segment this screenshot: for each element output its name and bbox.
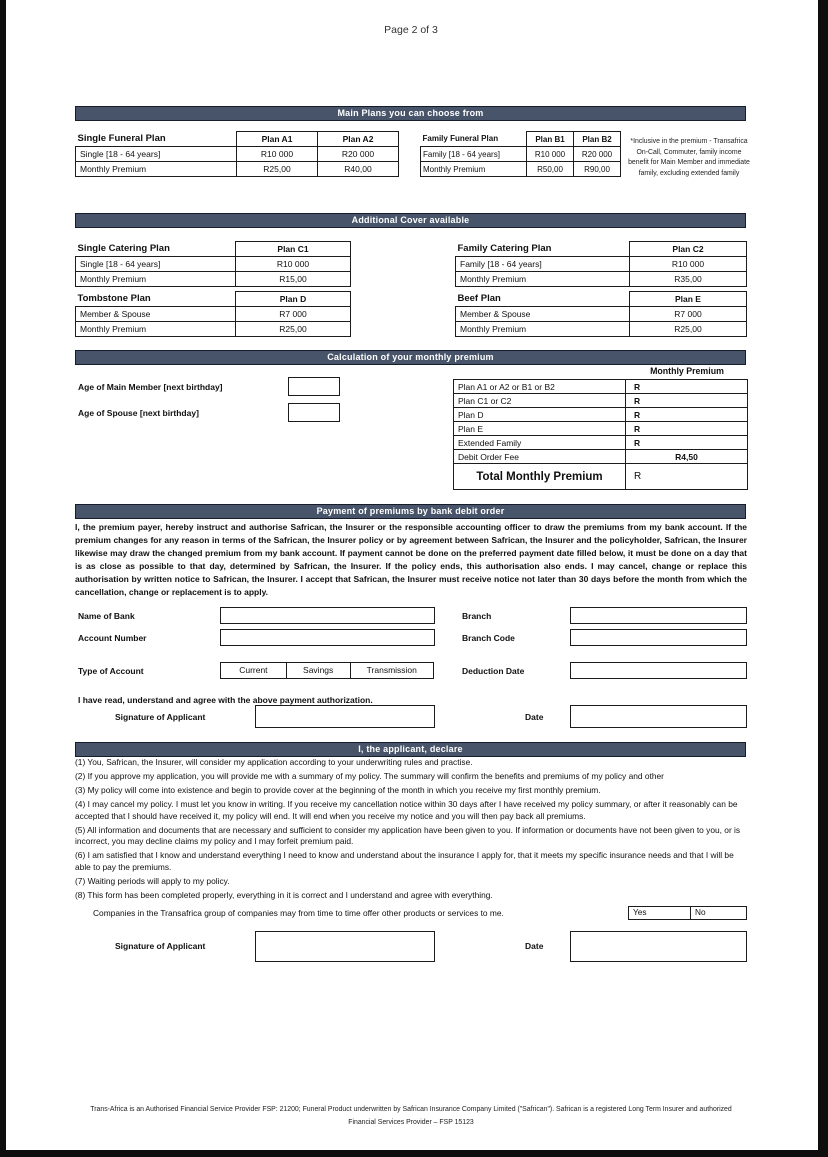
cover-amount: R10 000: [630, 257, 747, 272]
row-label: Monthly Premium: [76, 162, 237, 177]
declaration-item: (3) My policy will come into existence and begin to provide cover at the beginning of the month in which you receive my first monthly premium.: [75, 785, 601, 795]
companies-offer-line: Companies in the Transafrica group of companies may from time to time offer other products or services to me.: [93, 908, 504, 918]
declaration-date-label: Date: [525, 941, 544, 951]
section-header-additional-cover: [75, 213, 746, 228]
payment-date-input[interactable]: [570, 705, 747, 728]
calc-row-value[interactable]: R: [626, 394, 748, 408]
age-spouse-input[interactable]: [288, 403, 340, 422]
section-header-payment: [75, 504, 746, 519]
payment-signature-label: Signature of Applicant: [115, 712, 206, 722]
footer-line-2: Financial Services Provider – FSP 15123: [348, 1119, 474, 1126]
calc-row-label: Debit Order Fee: [454, 450, 626, 464]
page-number: Page 2 of 3: [384, 24, 438, 36]
age-main-member-label: Age of Main Member [next birthday]: [78, 382, 223, 392]
table-title: Tombstone Plan: [77, 293, 151, 305]
row-label: Single [18 - 64 years]: [76, 257, 236, 272]
column-header: Plan C1: [236, 242, 351, 257]
debit-order-authorization-text: I, the premium payer, hereby instruct and authorise Safrican, the Insurer or the responsible accounting officer to draw the premiums from my bank account. If the premium changes for any reason in terms of the Safrican, the Insurer policy or by agreement between Safrican, the Insurer and the policyholder, Safrican, the Insurer likewise may draw the changed premium from my bank account. If payment cannot be done on the preferred payment date filled below, it must be done on a day that is as close as possible to that day, determined by Safrican, the Insurer. If the policy ends, this authorisation also ends. I may cancel, change or replace this authorisation by written notice to Safrican, the Insurer. I accept that Safrican, the Insurer must receive notice not later than 30 days before the month from which the cancellation, change or replacement is to apply.: [75, 522, 747, 597]
branch-code-input[interactable]: [570, 629, 747, 646]
row-label: Member & Spouse: [456, 307, 630, 322]
row-label: Monthly Premium: [76, 272, 236, 287]
deduction-date-label: Deduction Date: [462, 666, 525, 676]
table-title: Family Funeral Plan: [422, 134, 499, 144]
account-type-selector: [220, 662, 434, 679]
branch-label: Branch: [462, 611, 492, 621]
calc-row-value[interactable]: R: [626, 380, 748, 394]
offers-no-option[interactable]: No: [695, 907, 706, 917]
calc-row-label: Plan A1 or A2 or B1 or B2: [454, 380, 626, 394]
column-header: Plan A1: [237, 132, 318, 147]
table-title: Beef Plan: [457, 293, 501, 305]
row-label: Family [18 - 64 years]: [421, 147, 527, 162]
declaration-item: (7) Waiting periods will apply to my policy.: [75, 875, 230, 886]
deduction-date-input[interactable]: [570, 662, 747, 679]
payment-date-label: Date: [525, 712, 544, 722]
table-title: Single Funeral Plan: [77, 133, 166, 145]
age-spouse-label: Age of Spouse [next birthday]: [78, 408, 199, 418]
type-of-account-label: Type of Account: [78, 666, 144, 676]
row-label: Monthly Premium: [456, 272, 630, 287]
single-funeral-plan-table: [75, 131, 399, 177]
family-funeral-plan-table: [420, 131, 621, 177]
table-title: Family Catering Plan: [457, 243, 552, 255]
premium-amount: R25,00: [630, 322, 747, 337]
cover-amount: R10 000: [236, 257, 351, 272]
name-of-bank-input[interactable]: [220, 607, 435, 624]
premium-inclusions-note: *Inclusive in the premium - Transafrica On-Call, Commuter, family income benefit for Main Member and immediate family, excluding extended family: [628, 138, 750, 177]
account-type-current[interactable]: Current: [239, 665, 268, 675]
premium-amount: R50,00: [527, 162, 574, 177]
calc-row-label: Plan D: [454, 408, 626, 422]
total-monthly-premium-label: Total Monthly Premium: [454, 464, 626, 490]
tombstone-plan-table: [75, 291, 351, 337]
declaration-signature-input[interactable]: [255, 931, 435, 962]
column-header: Plan E: [630, 292, 747, 307]
branch-code-label: Branch Code: [462, 633, 515, 643]
account-number-label: Account Number: [78, 633, 147, 643]
name-of-bank-label: Name of Bank: [78, 611, 135, 621]
account-type-savings[interactable]: Savings: [286, 663, 350, 678]
declaration-item: (8) This form has been completed properly, everything in it is correct and I understand and agree with everything.: [75, 889, 493, 900]
column-header: Plan A2: [318, 132, 399, 147]
column-header: Plan C2: [630, 242, 747, 257]
cover-amount: R10 000: [527, 147, 574, 162]
account-number-input[interactable]: [220, 629, 435, 646]
calc-row-value[interactable]: R: [626, 436, 748, 450]
premium-calculation-table: [453, 379, 748, 490]
section-title: Payment of premiums by bank debit order: [316, 506, 505, 516]
premium-amount: R35,00: [630, 272, 747, 287]
beef-plan-table: [455, 291, 747, 337]
premium-amount: R40,00: [318, 162, 399, 177]
offers-yes-option[interactable]: Yes: [629, 907, 691, 919]
column-header: Plan D: [236, 292, 351, 307]
payment-signature-input[interactable]: [255, 705, 435, 728]
declaration-item: (2) If you approve my application, you will provide me with a summary of my policy. The summary will confirm the benefits and premiums of my policy and other: [75, 771, 664, 781]
cover-amount: R7 000: [236, 307, 351, 322]
calc-row-label: Plan C1 or C2: [454, 394, 626, 408]
declaration-item: (1) You, Safrican, the Insurer, will consider my application according to your underwriting rules and practise.: [75, 757, 473, 767]
calc-row-label: Extended Family: [454, 436, 626, 450]
row-label: Single [18 - 64 years]: [76, 147, 237, 162]
calc-row-value[interactable]: R: [626, 408, 748, 422]
calc-row-label: Plan E: [454, 422, 626, 436]
cover-amount: R7 000: [630, 307, 747, 322]
declaration-date-input[interactable]: [570, 931, 747, 962]
monthly-premium-column-header: Monthly Premium: [650, 366, 724, 376]
footer-line-1: Trans-Africa is an Authorised Financial Service Provider FSP: 21200; Funeral Product underwritten by Safrican Insurance Company Limited ("Safrican"). Safrican is a registered Long Term Insurer and authorized: [90, 1106, 732, 1113]
row-label: Member & Spouse: [76, 307, 236, 322]
section-header-declaration: [75, 742, 746, 757]
row-label: Family [18 - 64 years]: [456, 257, 630, 272]
column-header: Plan B1: [527, 132, 574, 147]
total-monthly-premium-value[interactable]: R: [626, 464, 748, 490]
row-label: Monthly Premium: [421, 162, 527, 177]
section-title: Additional Cover available: [351, 215, 470, 225]
premium-amount: R15,00: [236, 272, 351, 287]
table-title: Single Catering Plan: [77, 243, 170, 255]
column-header: Plan B2: [574, 132, 621, 147]
family-catering-plan-table: [455, 241, 747, 287]
declaration-item: (6) I am satisfied that I know and understand everything I need to know and understand about the insurance I apply for, that it meets my specific insurance needs and that I will be able to pay the premiums.: [75, 850, 734, 872]
declaration-items: [75, 757, 747, 904]
branch-input[interactable]: [570, 607, 747, 624]
row-label: Monthly Premium: [76, 322, 236, 337]
declaration-item: (5) All information and documents that are necessary and sufficient to consider my application have been given to you. If information or documents have not been given to you, or is incorrect, you may decline claims my policy and I may forfeit premium paid.: [75, 824, 741, 846]
cover-amount: R20 000: [574, 147, 621, 162]
debit-order-fee-value: R4,50: [626, 450, 748, 464]
age-main-member-input[interactable]: [288, 377, 340, 396]
premium-amount: R25,00: [237, 162, 318, 177]
declaration-signature-label: Signature of Applicant: [115, 941, 206, 951]
row-label: Monthly Premium: [456, 322, 630, 337]
section-header-main-plans: [75, 106, 746, 121]
cover-amount: R20 000: [318, 147, 399, 162]
premium-amount: R90,00: [574, 162, 621, 177]
premium-amount: R25,00: [236, 322, 351, 337]
section-title: Calculation of your monthly premium: [327, 352, 494, 362]
offers-yes-no-box: [628, 906, 747, 920]
single-catering-plan-table: [75, 241, 351, 287]
calc-row-value[interactable]: R: [626, 422, 748, 436]
section-header-calculation: [75, 350, 746, 365]
declaration-item: (4) I may cancel my policy. I must let you know in writing. If you receive my cancellation notice within 30 days after I have received my policy summary, or after it reasonably can be accepted that I should have received it, my policy will end. It will end when you receive my notice and you will then pay back all premiums.: [75, 799, 738, 821]
payment-agreement-line: I have read, understand and agree with the above payment authorization.: [78, 695, 373, 705]
footer-disclaimer: [75, 1103, 747, 1129]
section-title: Main Plans you can choose from: [337, 108, 484, 118]
section-title: I, the applicant, declare: [358, 744, 463, 754]
account-type-transmission[interactable]: Transmission: [350, 663, 433, 678]
cover-amount: R10 000: [237, 147, 318, 162]
